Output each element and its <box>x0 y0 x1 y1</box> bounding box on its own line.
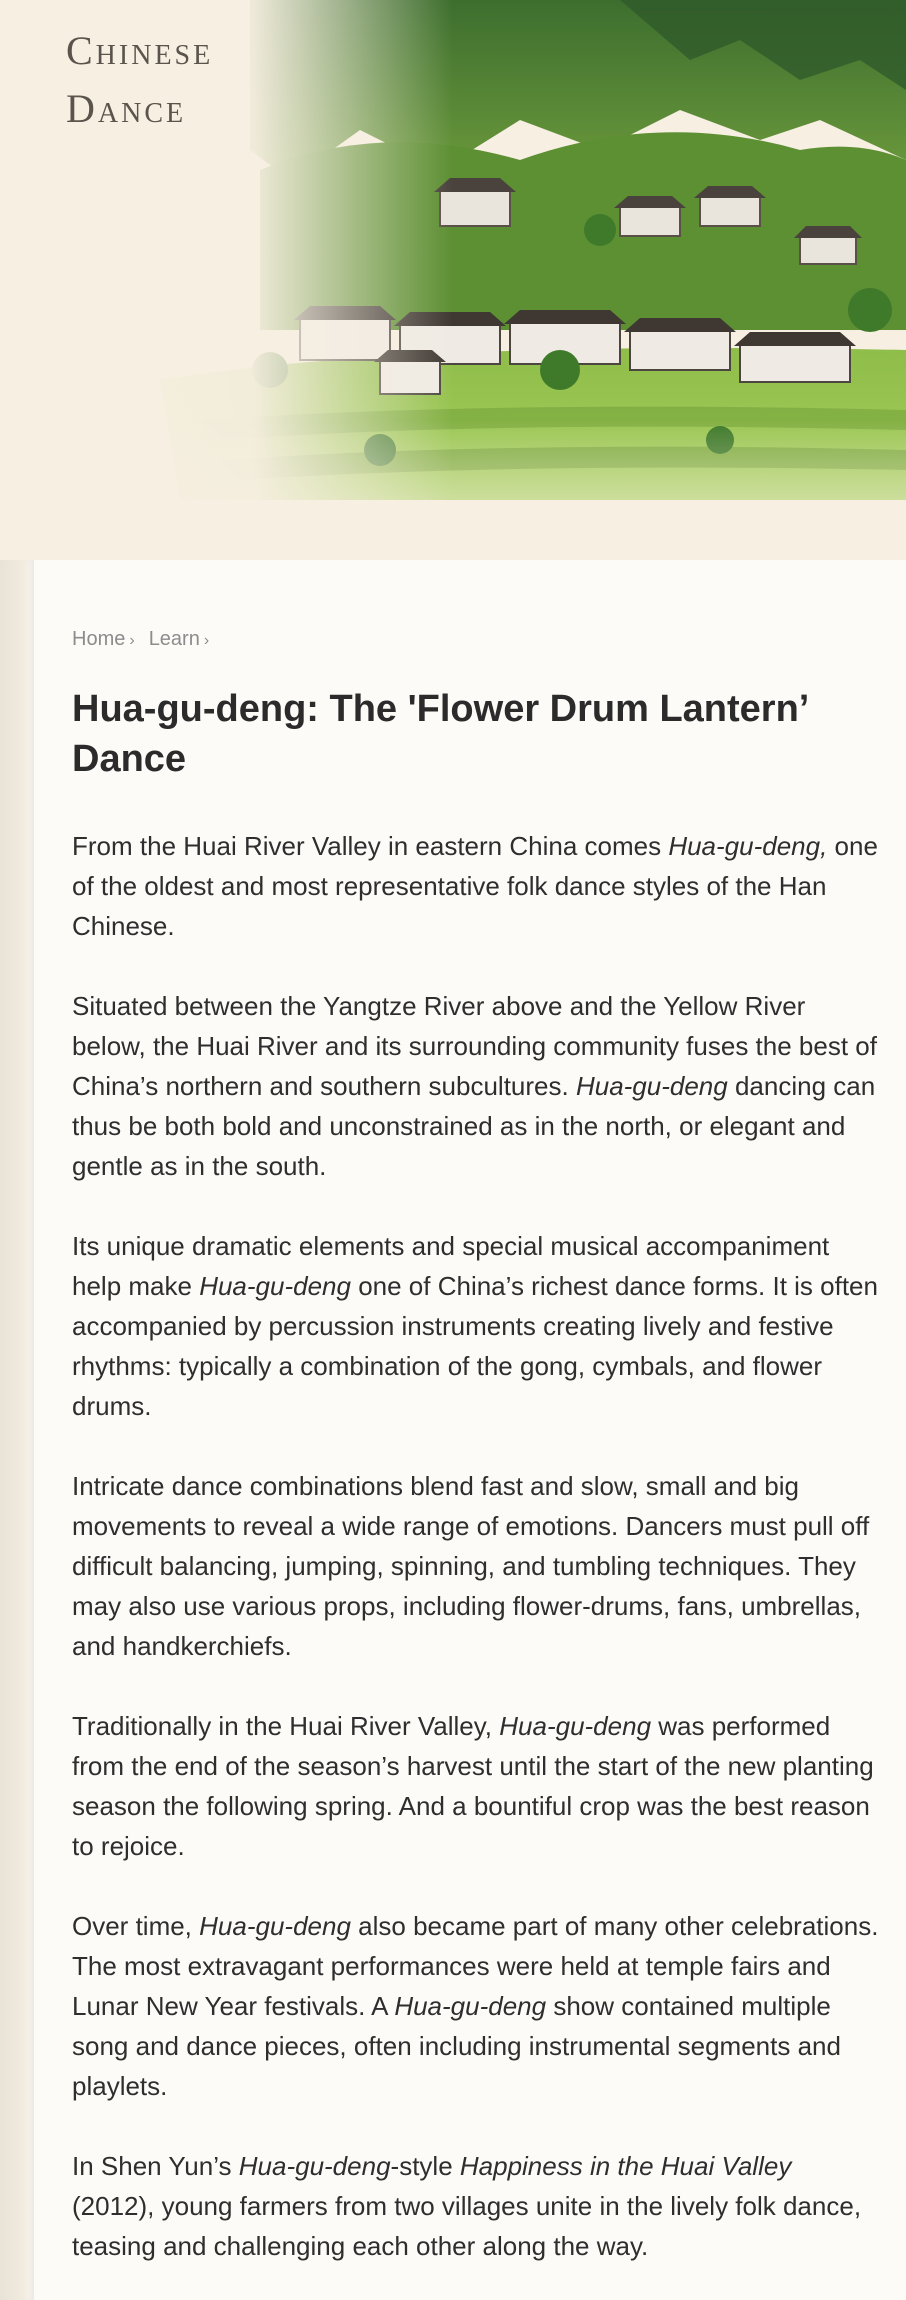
article-paragraph-6 <box>72 1906 880 2106</box>
breadcrumb-learn-link[interactable] <box>149 628 209 651</box>
text-run: dancing can thus be both bold and unconstrained as in the north, or elegant and gentle as in the south. <box>72 1071 876 1181</box>
text-run: show contained multiple song and dance pieces, often including instrumental segments and playlets. <box>72 1991 841 2101</box>
breadcrumb-learn-label: Learn <box>148 628 200 650</box>
text-run: was performed from the end of the season’s harvest until the start of the new planting season the following spring. And a bountiful crop was the best reason to rejoice. <box>72 1711 874 1861</box>
text-run: -style <box>390 2151 460 2181</box>
italic-term: Hua-gu-deng <box>199 1911 351 1941</box>
article-paragraph-1 <box>72 826 880 946</box>
text-run: In Shen Yun’s <box>72 2151 239 2181</box>
article-body <box>72 826 880 2300</box>
text-run: Traditionally in the Huai River Valley, <box>72 1711 500 1741</box>
left-shadow-band <box>0 560 34 2300</box>
text-run: one of the oldest and most representative folk dance styles of the Han Chinese. <box>72 831 878 941</box>
logo-line-1: Chinese <box>66 28 214 73</box>
breadcrumb-home-label: Home <box>72 628 126 650</box>
italic-term: Hua-gu-deng <box>199 1271 351 1301</box>
italic-term: Hua-gu-deng <box>238 2151 391 2181</box>
article-paragraph-5 <box>72 1706 880 1866</box>
text-run: also became part of many other celebrations. The most extravagant performances were held at temple fairs and Lunar New Year festivals. A <box>72 1911 879 2021</box>
italic-term: Hua-gu-deng <box>394 1991 547 2021</box>
article-paragraph-3 <box>72 1226 880 1426</box>
article-paragraph-2 <box>72 986 880 1186</box>
breadcrumb-home-link[interactable] <box>72 628 135 651</box>
text-run: one of China’s richest dance forms. It is often accompanied by percussion instruments creating lively and festive rhythms: typically a combination of the gong, cymbals, and flower drums. <box>72 1271 878 1421</box>
italic-term: Hua-gu-deng <box>575 1071 728 1101</box>
text-run: Over time, <box>72 1911 200 1941</box>
italic-term: Hua-gu-deng <box>499 1711 652 1741</box>
logo-line-2: Dance <box>66 86 187 131</box>
text-run: Situated between the Yangtze River above and the Yellow River below, the Huai River and its surrounding community fuses the best of China’s northern and southern subcultures. <box>72 991 877 1101</box>
italic-term: Hua-gu-deng, <box>668 831 828 861</box>
article-paragraph-4: Intricate dance combinations blend fast and slow, small and big movements to reveal a wide range of emotions. Dancers must pull off difficult balancing, jumping, spinning, and tumbling techniques. They may also use various props, including flower-drums, fans, umbrellas, and handkerchiefs. <box>72 1471 870 1661</box>
article-paragraph-7 <box>72 2146 880 2266</box>
text-run: Its unique dramatic elements and special musical accompaniment help make <box>72 1231 830 1301</box>
site-logo[interactable] <box>66 22 213 138</box>
text-run: From the Huai River Valley in eastern China comes <box>72 831 669 861</box>
italic-term: Happiness in the Huai Valley <box>459 2151 792 2181</box>
hero-banner <box>0 0 906 590</box>
chevron-right-icon: › <box>129 632 135 649</box>
chevron-right-icon: › <box>203 632 210 649</box>
page-title: Hua-gu-deng: The 'Flower Drum Lantern’ Dance <box>72 688 808 780</box>
text-run: (2012), young farmers from two villages unite in the lively folk dance, teasing and challenging each other along the way. <box>72 2191 862 2261</box>
breadcrumb <box>72 628 209 651</box>
